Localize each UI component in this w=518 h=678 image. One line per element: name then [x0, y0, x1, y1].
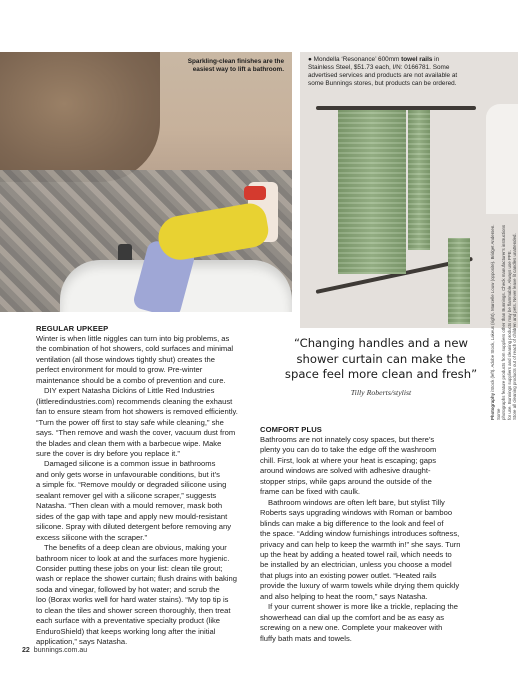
bathrobe	[486, 104, 518, 214]
credits-line	[490, 220, 501, 420]
quote-line: space feel more clean and fresh”	[284, 367, 478, 382]
left-body	[36, 334, 264, 648]
caption-line: Stainless Steel, $51.73 each, I/N: 0166781. Some	[308, 64, 450, 71]
section-heading: REGULAR UPKEEP	[36, 324, 109, 333]
body-line: that plugs into an existing power outlet. “Heated rails	[260, 570, 437, 580]
body-line: Bathrooms are not innately cosy spaces, but there’s	[260, 435, 435, 444]
body-line: frame can be fixed with caulk.	[260, 487, 361, 497]
body-line: screwing on a new one. Complete your makeover with	[260, 623, 443, 633]
body-line: loo (Borax works well for hard water stains). “My top tip is	[36, 595, 229, 605]
left-column	[36, 324, 264, 648]
body-line: the space. “Adding window furnishings introduces softness,	[260, 529, 460, 539]
body-line: chill. First, look at where your heat is escaping; gaps	[260, 455, 437, 465]
photo-caption-right	[308, 56, 514, 88]
body-line: stopper strips, while gaps around the outside of the	[260, 476, 432, 486]
caption-line: some Bunnings stores, but products can be ordered.	[308, 80, 457, 87]
body-line: privacy and can help to keep the warmth in!” she says. Turn	[260, 539, 461, 549]
footer-site[interactable]: bunnings.com.au	[33, 647, 88, 654]
quote-attribution: Tilly Roberts/stylist	[350, 387, 412, 397]
credits-line: for use. Bunnings suppliers and cleaning products may be flammable. Always use PPE.	[506, 250, 512, 420]
body-line: Winter is when little niggles can turn into big problems, as	[36, 334, 230, 343]
body-line: fluffy bath mats and towels.	[260, 633, 352, 643]
green-towel-small	[408, 110, 430, 250]
body-line: Roberts says upgrading windows with Roman or bamboo	[260, 508, 453, 518]
body-line: around windows are solved with adhesive draught-	[260, 466, 431, 476]
body-line: the blades and clean them with a barbecue wipe. Make	[36, 438, 222, 448]
quote-line: shower curtain can make the	[296, 351, 466, 366]
green-hand-towel	[448, 238, 470, 324]
body-line: be installed by an electrician, unless you choose a model	[260, 560, 452, 570]
body-line: the combination of hot showers, cold surfaces and minimal	[36, 344, 234, 354]
body-line: DIY expert Natasha Dickins of Little Red Industries	[44, 386, 215, 396]
bathroom-cleaning-photo	[0, 52, 292, 312]
body-line: to clean the tiles and shower screen thoroughly, then treat	[36, 605, 231, 615]
body-line: plenty you can do to take the edge off the washroom	[260, 445, 437, 455]
body-line: fan to ensure steam from hot showers is removed efficiently.	[36, 407, 238, 417]
person-figure	[0, 52, 160, 182]
body-line: “Turn the power off first to stay safe while cleaning,” she	[36, 417, 224, 427]
body-line: The benefits of a deep clean are obvious, making your	[44, 543, 227, 553]
body-line: maintenance should be a combo of prevention and cure.	[36, 375, 226, 385]
body-line: showerhead can dial up the comfort and be as easy as	[260, 612, 445, 622]
body-line: provide the luxury of warm towels while drying them quickly	[260, 581, 460, 591]
body-line: bathroom nicer to look at and the surfaces more hygienic.	[36, 553, 230, 563]
body-line: each surface with a preventative specialty product (like	[36, 616, 221, 626]
body-line: and also helping to heat the room,” says Natasha.	[260, 591, 428, 601]
body-line: sides of the gap with tape and apply new mould-resistant	[36, 511, 228, 521]
caption-text: in	[432, 56, 440, 63]
body-line: says. “Then remove and wash the cover, vacuum dust from	[36, 428, 236, 438]
towel-rail-photo	[300, 52, 518, 328]
body-line: Natasha. “Then clean with a mould remover, mask both	[36, 501, 223, 511]
caption-line: easiest way to lift a bathroom.	[192, 66, 284, 73]
body-line: and only gets worse in unfavourable conditions, but it’s	[36, 469, 220, 479]
quote-line: “Changing handles and a new	[294, 336, 468, 350]
body-line: blinds can make a big difference to the look and feel of	[260, 518, 444, 528]
caption-line: Sparkling-clean finishes are the	[187, 58, 284, 65]
body-line: ventilation (all those windows tightly shut) creates the	[36, 354, 215, 364]
page-number: 22	[22, 647, 30, 654]
credits-line: photographs feature products from suppliers other than Bunnings. Check manufacturer's instructions	[501, 224, 507, 420]
body-line: application,” says Natasha.	[36, 637, 128, 647]
body-line: Damaged silicone is a common issue in bathrooms	[44, 459, 216, 469]
page-footer	[22, 647, 87, 654]
photo-credits	[490, 220, 516, 420]
body-line: sure the cover is dry before you replace it.”	[36, 448, 180, 458]
pull-quote	[272, 336, 490, 397]
body-line: Consider putting these jobs on your list: clean tile grout;	[36, 563, 223, 573]
body-line: sealant remover gel with a silicone scraper,” suggests	[36, 490, 217, 500]
green-towel-large	[338, 110, 406, 274]
body-line: excess silicone with the scraper.”	[36, 532, 147, 542]
body-line: soda and vinegar, followed by hot water; and scrub the	[36, 584, 220, 594]
caption-bold-text: towel rails	[401, 56, 433, 63]
caption-text: ● Mondella ‘Resonance’ 600mm	[308, 56, 402, 63]
body-line: wash or replace the shower curtain; flush drains with baking	[36, 574, 237, 584]
spray-nozzle	[244, 186, 266, 200]
right-column	[260, 425, 488, 644]
credits-text: iStock (left). Adobe Stock, Lakeus (right). Marcelle Louw (opposite). Bridget Andersen. Some	[490, 224, 501, 420]
photo-caption-left	[164, 58, 284, 74]
right-body	[260, 435, 488, 644]
caption-line	[308, 56, 514, 64]
body-line: up the heat by adding a heated towel rail, which needs to	[260, 549, 452, 559]
body-line: a simple fix. “Remove mouldy or degraded silicone using	[36, 480, 227, 490]
section-heading: COMFORT PLUS	[260, 425, 322, 434]
body-line: If your current shower is more like a trickle, replacing the	[268, 602, 458, 612]
body-line: perfect environment for mould to grow. Pre-winter	[36, 365, 203, 375]
quote-text	[272, 336, 490, 383]
credits-label: Photography	[490, 392, 495, 420]
body-line: (littleredindustries.com) recommends cleaning the exhaust	[36, 396, 233, 406]
caption-line: advertised services and products are not available at	[308, 72, 458, 79]
body-line: silicone. Spray with diluted detergent before removing any	[36, 522, 232, 532]
body-line: Bathroom windows are often left bare, but stylist Tilly	[268, 497, 445, 507]
credits-line: Store all cleaning products out of reach of children and pets. Never leave lit candles unattended.	[512, 233, 518, 420]
body-line: EnduroShield) that keeps working long after the initial	[36, 626, 216, 636]
